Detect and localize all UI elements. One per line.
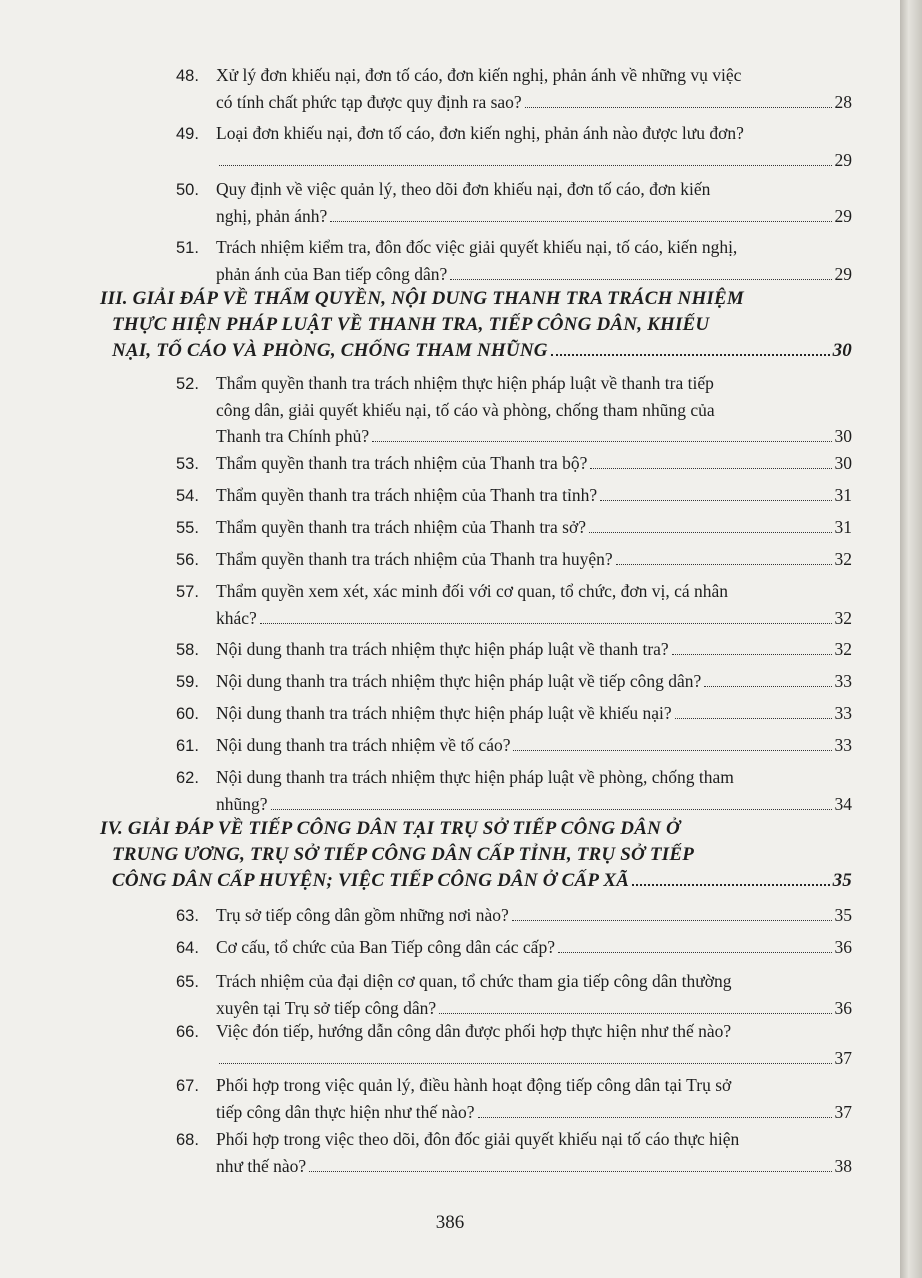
toc-entry-56: 56. Thẩm quyền thanh tra trách nhiệm của Thanh tra huyện? 32 xyxy=(176,546,852,573)
page-ref: 28 xyxy=(834,92,852,112)
page-number: 386 xyxy=(435,1212,465,1233)
toc-entry-61: 61. Nội dung thanh tra trách nhiệm về tố cáo? 33 xyxy=(176,732,852,759)
toc-entry-58: 58. Nội dung thanh tra trách nhiệm thực hiện pháp luật về thanh tra? 32 xyxy=(176,636,852,663)
page-ref: 35 xyxy=(832,870,852,891)
page-ref: 36 xyxy=(834,998,852,1018)
page-ref: 29 xyxy=(834,264,852,284)
page-ref: 33 xyxy=(834,671,852,691)
toc-entry-51: 51. Trách nhiệm kiểm tra, đôn đốc việc giải quyết khiếu nại, tố cáo, kiến nghị, phản ánh của Ban tiếp công dân? 29 xyxy=(176,234,852,287)
page-ref: 34 xyxy=(834,794,852,814)
page-ref: 30 xyxy=(832,340,852,361)
page-ref: 33 xyxy=(834,735,852,755)
page-ref: 32 xyxy=(834,639,852,659)
page-ref: 32 xyxy=(834,549,852,569)
toc-entry-49: 49. Loại đơn khiếu nại, đơn tố cáo, đơn kiến nghị, phản ánh nào được lưu đơn? 29 xyxy=(176,120,852,173)
toc-entry-54: 54. Thẩm quyền thanh tra trách nhiệm của Thanh tra tỉnh? 31 xyxy=(176,482,852,509)
page-ref: 32 xyxy=(834,608,852,628)
toc-entry-48: 48. Xử lý đơn khiếu nại, đơn tố cáo, đơn kiến nghị, phản ánh về những vụ việc có tính chất phức tạp được quy định ra sao? 28 xyxy=(176,62,852,115)
toc-entry-57: 57. Thẩm quyền xem xét, xác minh đối với cơ quan, tổ chức, đơn vị, cá nhân khác? 32 xyxy=(176,578,852,631)
toc-entry-53: 53. Thẩm quyền thanh tra trách nhiệm của Thanh tra bộ? 30 xyxy=(176,450,852,477)
page-ref: 31 xyxy=(834,485,852,505)
toc-entry-52: 52. Thẩm quyền thanh tra trách nhiệm thực hiện pháp luật về thanh tra tiếp công dân, giải quyết khiếu nại, tố cáo và phòng, chống tham nhũng của Thanh tra Chính phủ? 30 xyxy=(176,370,852,449)
section-heading-iii: III. GIẢI ĐÁP VỀ THẨM QUYỀN, NỘI DUNG THANH TRA TRÁCH NHIỆM THỰC HIỆN PHÁP LUẬT VỀ THANH TRA, TIẾP CÔNG DÂN, KHIẾU NẠI, TỐ CÁO VÀ PHÒNG, CHỐNG THAM NHŨNG 30 xyxy=(100,286,852,364)
section-heading-iv: IV. GIẢI ĐÁP VỀ TIẾP CÔNG DÂN TẠI TRỤ SỞ TIẾP CÔNG DÂN Ở TRUNG ƯƠNG, TRỤ SỞ TIẾP CÔNG DÂN CẤP TỈNH, TRỤ SỞ TIẾP CÔNG DÂN CẤP HUYỆN; VIỆC TIẾP CÔNG DÂN Ở CẤP XÃ 35 xyxy=(100,816,852,894)
toc-entry-60: 60. Nội dung thanh tra trách nhiệm thực hiện pháp luật về khiếu nại? 33 xyxy=(176,700,852,727)
page-ref: 33 xyxy=(834,703,852,723)
page-ref: 30 xyxy=(834,426,852,446)
toc-entry-55: 55. Thẩm quyền thanh tra trách nhiệm của Thanh tra sở? 31 xyxy=(176,514,852,541)
page-ref: 36 xyxy=(834,937,852,957)
page-ref: 38 xyxy=(834,1156,852,1176)
toc-entry-59: 59. Nội dung thanh tra trách nhiệm thực hiện pháp luật về tiếp công dân? 33 xyxy=(176,668,852,695)
page-ref: 30 xyxy=(834,453,852,473)
page-ref: 29 xyxy=(834,150,852,170)
page-ref: 31 xyxy=(834,517,852,537)
toc-entry-62: 62. Nội dung thanh tra trách nhiệm thực hiện pháp luật về phòng, chống tham nhũng? 34 xyxy=(176,764,852,817)
toc-entry-64: 64. Cơ cấu, tổ chức của Ban Tiếp công dân các cấp? 36 xyxy=(176,934,852,961)
toc-entry-50: 50. Quy định về việc quản lý, theo dõi đơn khiếu nại, đơn tố cáo, đơn kiến nghị, phản ánh? 29 xyxy=(176,176,852,229)
toc-entry-68: 68. Phối hợp trong việc theo dõi, đôn đốc giải quyết khiếu nại tố cáo thực hiện như thế nào? 38 xyxy=(176,1126,852,1179)
page-ref: 37 xyxy=(834,1048,852,1068)
page-ref: 37 xyxy=(834,1102,852,1122)
book-edge xyxy=(900,0,922,1278)
page-ref: 35 xyxy=(834,905,852,925)
toc-entry-63: 63. Trụ sở tiếp công dân gồm những nơi nào? 35 xyxy=(176,902,852,929)
toc-entry-65: 65. Trách nhiệm của đại diện cơ quan, tổ chức tham gia tiếp công dân thường xuyên tại Trụ sở tiếp công dân? 36 xyxy=(176,968,852,1021)
toc-entry-67: 67. Phối hợp trong việc quản lý, điều hành hoạt động tiếp công dân tại Trụ sở tiếp công dân thực hiện như thế nào? 37 xyxy=(176,1072,852,1125)
page-ref: 29 xyxy=(834,206,852,226)
toc-entry-66: 66. Việc đón tiếp, hướng dẫn công dân được phối hợp thực hiện như thế nào? 37 xyxy=(176,1018,852,1071)
